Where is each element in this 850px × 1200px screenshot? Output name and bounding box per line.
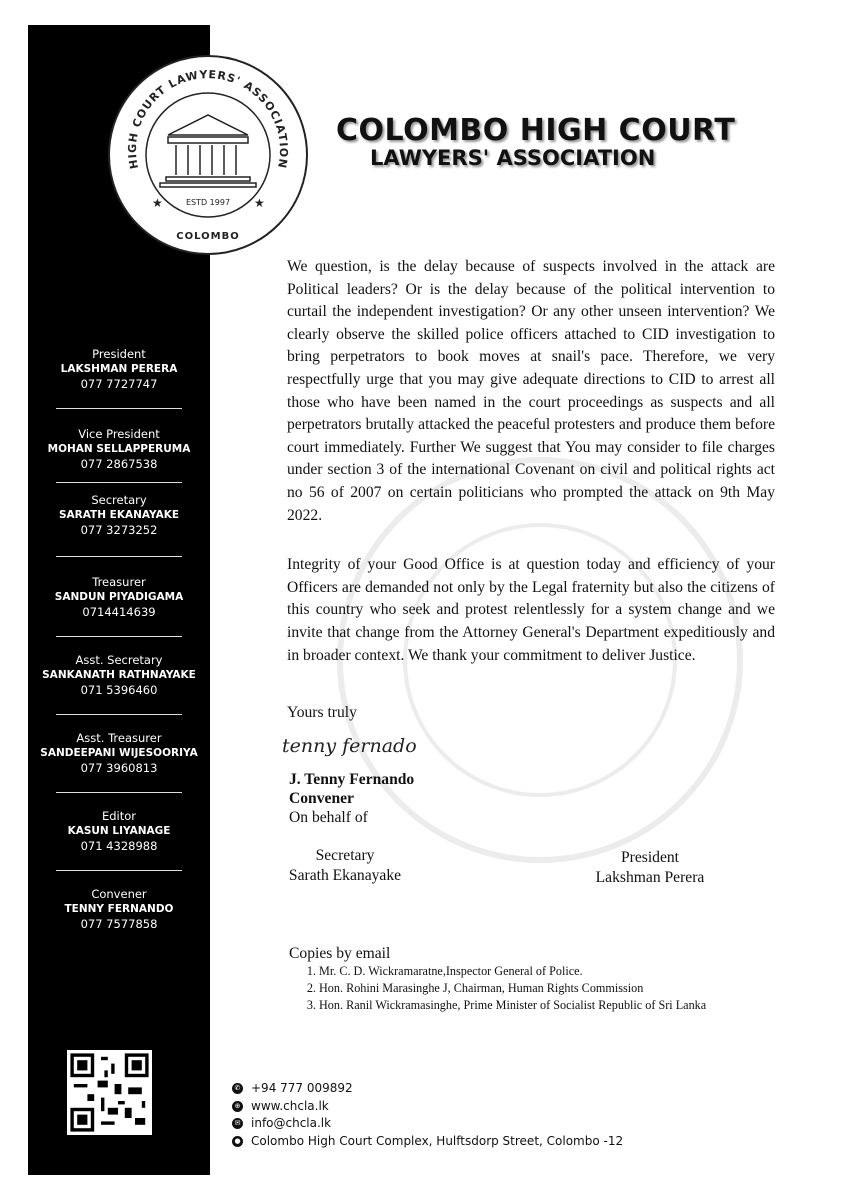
signatory-name: J. Tenny Fernando xyxy=(289,771,415,788)
officer xyxy=(28,493,210,538)
divider xyxy=(56,792,182,793)
globe-icon: ⊕ xyxy=(232,1101,243,1112)
officer xyxy=(28,575,210,620)
officer-name: MOHAN SELLAPPERUMA xyxy=(47,443,191,455)
email-icon: ✉ xyxy=(232,1118,243,1129)
officer-role: Treasurer xyxy=(92,575,146,589)
officer-role: Secretary xyxy=(91,493,147,507)
officer-role: Asst. Treasurer xyxy=(76,731,162,745)
signatory-title: Convener xyxy=(289,790,354,807)
paragraph-2: Integrity of your Good Office is at question today and efficiency of your Officers are demanded not only by the Legal fraternity but also the citizens of this country who seek and protest relentlessly for a system change and we invite that change from the Attorney General's Department expeditiously and in broader context. We thank your commitment to deliver Justice. xyxy=(287,556,775,664)
logo-estd: ESTD 1997 xyxy=(185,198,231,207)
divider xyxy=(56,636,182,637)
officer xyxy=(28,731,210,776)
officer-name: SANDEEPANI WIJESOORIYA xyxy=(40,747,198,759)
officer xyxy=(28,347,210,392)
officer-phone: 077 7577858 xyxy=(80,917,158,931)
officer-phone: 077 2867538 xyxy=(80,457,158,471)
officer-phone: 077 7727747 xyxy=(80,377,158,391)
cosigner-role: President xyxy=(620,849,680,866)
closing: Yours truly xyxy=(287,704,357,721)
officer xyxy=(28,653,210,698)
officer-role: Vice President xyxy=(78,427,160,441)
divider xyxy=(56,870,182,871)
paragraph-1: We question, is the delay because of suspects involved in the attack are Political leaders? Or is the delay because of the political intervention to curtail the independent investigation? Or any other unseen intervention? We clearly observe the skilled police officers attached to CID investigation to bring perpetrators to book moves at snail's pace. Therefore, we very respectfully urge that you may give adequate directions to CID to arrest all those who have been named in the court proceedings as suspects and all perpetrators brutally attacked the peaceful protesters and produce them before court immediately. Further We suggest that You may consider to file charges under section 3 of the international Covenant on civil and political rights act no 56 of 2007 on certain politicians who prompted the attack on 9th May 2022. xyxy=(287,258,775,524)
officer-phone: 0714414639 xyxy=(82,605,156,619)
location-pin-icon: ● xyxy=(232,1136,243,1147)
on-behalf-of: On behalf of xyxy=(289,809,368,826)
officer-role: Convener xyxy=(91,887,147,901)
officer-name: SARATH EKANAYAKE xyxy=(58,509,180,521)
signature: tenny fernado xyxy=(282,735,417,757)
officer-name: KASUN LIYANAGE xyxy=(67,825,171,837)
title-line-2: LAWYERS' ASSOCIATION xyxy=(370,146,656,170)
divider xyxy=(56,556,182,557)
contact-address: Colombo High Court Complex, Hulftsdorp Street, Colombo -12 xyxy=(251,1133,624,1148)
svg-text:★: ★ xyxy=(254,196,265,210)
svg-text:HIGH COURT LAWYERS' ASSOCIATIO xyxy=(126,68,290,170)
letterhead-title xyxy=(336,113,735,170)
copies-section xyxy=(289,945,706,1013)
officer-phone: 071 4328988 xyxy=(80,839,158,853)
divider xyxy=(56,408,182,409)
officer xyxy=(28,887,210,932)
officer-role: Asst. Secretary xyxy=(75,653,163,667)
qr-code[interactable] xyxy=(67,1050,152,1135)
divider xyxy=(56,482,182,483)
copy-recipient: 3. Hon. Ranil Wickramasinghe, Prime Minister of Socialist Republic of Sri Lanka xyxy=(319,997,706,1014)
copy-recipient: 2. Hon. Rohini Marasinghe J, Chairman, Human Rights Commission xyxy=(319,980,706,997)
officer-name: LAKSHMAN PERERA xyxy=(60,363,178,375)
title-line-1: COLOMBO HIGH COURT xyxy=(336,113,736,148)
association-logo xyxy=(108,55,308,255)
copies-heading: Copies by email xyxy=(289,945,391,962)
signatory xyxy=(289,770,414,827)
officer-phone: 077 3960813 xyxy=(80,761,158,775)
cosigner-role: Secretary xyxy=(315,847,375,864)
svg-text:★: ★ xyxy=(152,196,163,210)
officer-phone: 071 5396460 xyxy=(80,683,158,697)
copy-recipient: 1. Mr. C. D. Wickramaratne,Inspector General of Police. xyxy=(319,963,706,980)
officer xyxy=(28,427,210,472)
divider xyxy=(56,714,182,715)
contact-phone[interactable]: +94 777 009892 xyxy=(251,1081,353,1095)
contact-info xyxy=(232,1080,623,1150)
phone-icon: ✆ xyxy=(232,1083,243,1094)
officer-role: Editor xyxy=(101,809,137,823)
contact-email[interactable]: info@chcla.lk xyxy=(251,1116,332,1130)
officer xyxy=(28,809,210,854)
letter-body xyxy=(287,256,775,694)
cosigner-secretary xyxy=(285,846,405,886)
logo-city: COLOMBO xyxy=(176,231,240,242)
officer-role: President xyxy=(92,347,146,361)
cosigner-president xyxy=(585,848,715,888)
officer-name: TENNY FERNANDO xyxy=(64,903,174,915)
cosigner-name: Lakshman Perera xyxy=(595,869,705,886)
officers-list xyxy=(28,347,210,932)
cosigner-name: Sarath Ekanayake xyxy=(288,867,402,884)
logo-arc-text: HIGH COURT LAWYERS' ASSOCIATION xyxy=(125,68,291,170)
officer-name: SANKANATH RATHNAYAKE xyxy=(42,669,196,681)
officer-phone: 077 3273252 xyxy=(80,523,158,537)
officer-name: SANDUN PIYADIGAMA xyxy=(54,591,184,603)
contact-website[interactable]: www.chcla.lk xyxy=(251,1098,329,1113)
